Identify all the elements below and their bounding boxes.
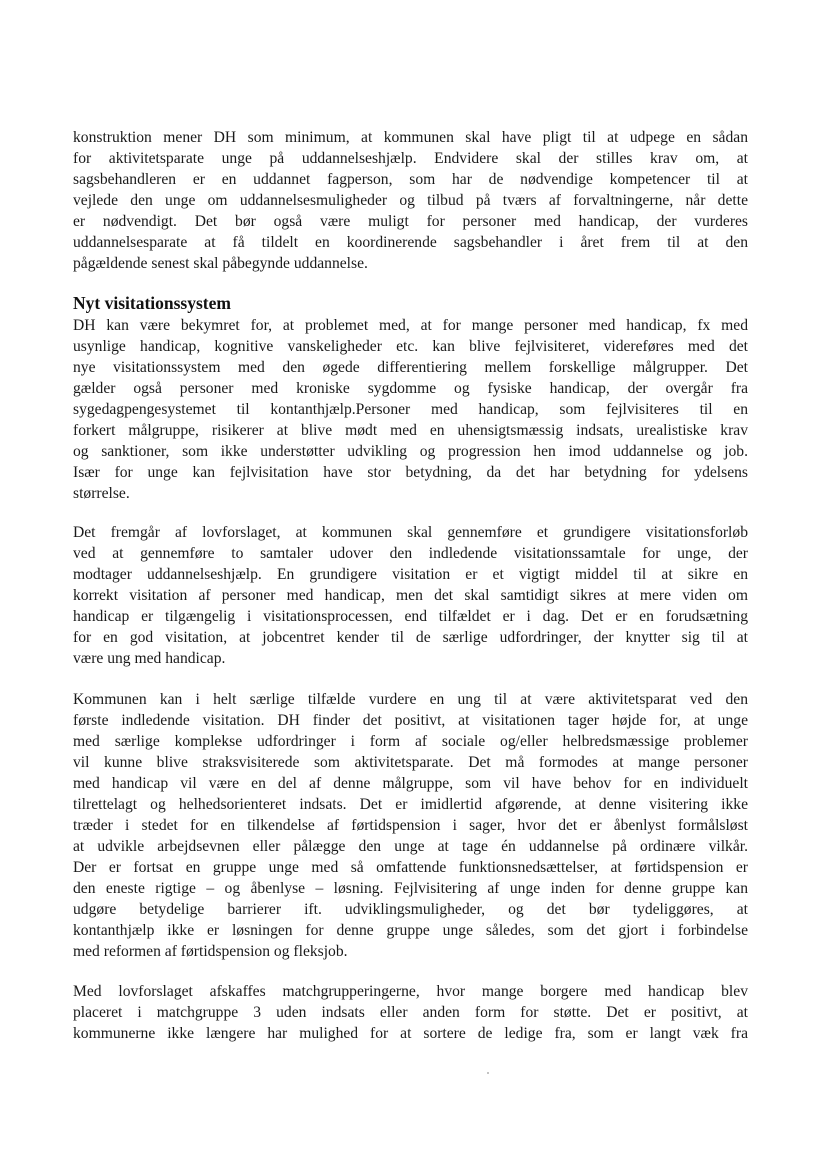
paragraph-line: handicap er tilgængelig i visitationsprocessen, end tilfældet er i dag. Det er en forudsætning [73, 608, 748, 625]
section-heading: Nyt visitationssystem [73, 293, 231, 313]
paragraph-line: korrekt visitation af personer med handicap, men det skal samtidigt sikres at mere viden om [73, 587, 748, 604]
paragraph-line: vil kunne blive straksvisiterede som aktivitetsparate. Det må formodes at mange personer [73, 754, 748, 771]
paragraph-line: kontanthjælp ikke er løsningen for denne gruppe unge således, som det gjort i forbindelse [73, 922, 748, 939]
paragraph-line: gælder også personer med kroniske sygdomme og fysiske handicap, der overgår fra [73, 380, 748, 397]
paragraph-line: tilrettelagt og helhedsorienteret indsats. Det er imidlertid afgørende, at denne visitering ikke [73, 796, 748, 813]
paragraph-line: udgøre betydelige barrierer ift. udviklingsmuligheder, og det bør tydeliggøres, at [73, 901, 748, 918]
paragraph-line: træder i stedet for en tilkendelse af førtidspension i sager, hvor det er åbenlyst formålsløst [73, 817, 748, 834]
paragraph-line: DH kan være bekymret for, at problemet med, at for mange personer med handicap, fx med [73, 317, 748, 334]
scan-speck [487, 1072, 489, 1074]
paragraph-line: er nødvendigt. Det bør også være muligt for personer med handicap, der vurderes [73, 213, 748, 230]
paragraph-line: Kommunen kan i helt særlige tilfælde vurdere en ung til at være aktivitetsparat ved den [73, 691, 748, 708]
paragraph-line: Især for unge kan fejlvisitation have stor betydning, da det har betydning for ydelsens [73, 464, 748, 481]
paragraph-line: nye visitationssystem med den øgede differentiering mellem forskellige målgrupper. Det [73, 359, 748, 376]
paragraph-line: den eneste rigtige – og åbenlyse – løsning. Fejlvisitering af unge inden for denne gruppe kan [73, 880, 748, 897]
paragraph-4 [73, 689, 748, 962]
paragraph-line: usynlige handicap, kognitive vanskeligheder etc. kan blive fejlvisiteret, videreføres med det [73, 338, 748, 355]
paragraph-line: at udvikle arbejdsevnen eller pålægge den unge at tage én uddannelse på ordinære vilkår. [73, 838, 748, 855]
paragraph-line: være ung med handicap. [73, 650, 226, 667]
paragraph-1 [73, 127, 748, 274]
paragraph-line: placeret i matchgruppe 3 uden indsats eller anden form for støtte. Det er positivt, at [73, 1004, 748, 1021]
paragraph-line: Det fremgår af lovforslaget, at kommunen skal gennemføre et grundigere visitationsforløb [73, 524, 748, 541]
paragraph-line: Der er fortsat en gruppe unge med så omfattende funktionsnedsættelser, at førtidspension er [73, 859, 748, 876]
paragraph-line: med reformen af førtidspension og fleksjob. [73, 943, 348, 960]
paragraph-line: med handicap vil være en del af denne målgruppe, som vil have behov for en individuelt [73, 775, 748, 792]
paragraph-line: forkert målgruppe, risikerer at blive mødt med en uhensigtsmæssig indsats, urealistiske krav [73, 422, 748, 439]
paragraph-line: første indledende visitation. DH finder det positivt, at visitationen tager højde for, at unge [73, 712, 748, 729]
paragraph-line: pågældende senest skal påbegynde uddannelse. [73, 255, 368, 272]
paragraph-line: sygedagpengesystemet til kontanthjælp.Personer med handicap, som fejlvisiteres til en [73, 401, 748, 418]
paragraph-line: vejlede den unge om uddannelsesmuligheder og tilbud på tværs af forvaltningerne, når dette [73, 192, 748, 209]
paragraph-line: kommunerne ikke længere har mulighed for at sortere de ledige fra, som er langt væk fra [73, 1025, 748, 1042]
paragraph-line: uddannelsesparate at få tildelt en koordinerende sagsbehandler i året frem til at den [73, 234, 748, 251]
paragraph-line: med særlige komplekse udfordringer i form af sociale og/eller helbredsmæssige problemer [73, 733, 748, 750]
paragraph-line: for aktivitetsparate unge på uddannelseshjælp. Endvidere skal der stilles krav om, at [73, 150, 748, 167]
paragraph-line: for en god visitation, at jobcentret kender til de særlige udfordringer, der knytter sig til at [73, 629, 748, 646]
paragraph-3 [73, 522, 748, 669]
paragraph-5 [73, 981, 748, 1044]
paragraph-line: og sanktioner, som ikke understøtter udvikling og progression hen imod uddannelse og job. [73, 443, 748, 460]
paragraph-2 [73, 315, 748, 504]
paragraph-line: sagsbehandleren er en uddannet fagperson, som har de nødvendige kompetencer til at [73, 171, 748, 188]
paragraph-line: ved at gennemføre to samtaler udover den indledende visitationssamtale for unge, der [73, 545, 748, 562]
paragraph-line: modtager uddannelseshjælp. En grundigere visitation er et vigtigt middel til at sikre en [73, 566, 748, 583]
paragraph-line: størrelse. [73, 485, 130, 502]
paragraph-line: konstruktion mener DH som minimum, at kommunen skal have pligt til at udpege en sådan [73, 129, 748, 146]
paragraph-line: Med lovforslaget afskaffes matchgrupperingerne, hvor mange borgere med handicap blev [73, 983, 748, 1000]
